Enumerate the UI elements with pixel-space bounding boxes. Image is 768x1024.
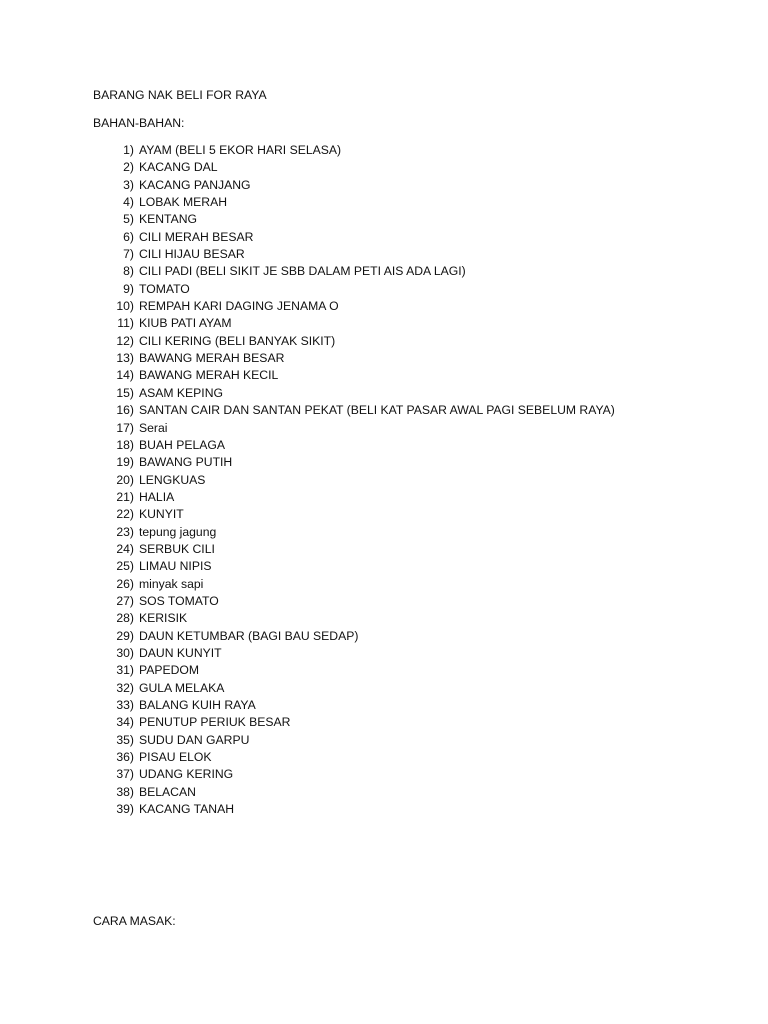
list-item: [0, 732, 768, 749]
list-item-text: BELACAN: [139, 784, 196, 799]
list-item: [0, 576, 768, 593]
list-item: [0, 159, 768, 176]
list-item: [0, 801, 768, 818]
list-item-number: 12): [116, 333, 134, 348]
list-item-text: CILI HIJAU BESAR: [139, 247, 245, 262]
list-item-text: DAUN KUNYIT: [139, 645, 222, 660]
list-item-number: 32): [116, 680, 134, 695]
list-item: [0, 437, 768, 454]
list-item-text: GULA MELAKA: [139, 680, 225, 695]
list-item: [0, 714, 768, 731]
list-item-text: CILI KERING (BELI BANYAK SIKIT): [139, 333, 336, 348]
list-item-text: ASAM KEPING: [139, 385, 223, 400]
list-item-text: PISAU ELOK: [139, 750, 212, 765]
list-item-text: BALANG KUIH RAYA: [139, 698, 256, 712]
list-item-number: 33): [116, 698, 134, 712]
list-item: [0, 281, 768, 298]
list-item: [0, 385, 768, 402]
list-item-text: AYAM (BELI 5 EKOR HARI SELASA): [139, 143, 342, 157]
list-item-number: 24): [116, 541, 134, 556]
list-item-text: KACANG DAL: [139, 160, 218, 175]
list-item-number: 8): [123, 264, 134, 279]
list-item: [0, 263, 768, 280]
list-item-text: SERBUK CILI: [139, 541, 215, 556]
list-item-text: KACANG PANJANG: [139, 177, 251, 192]
list-item-text: BAWANG PUTIH: [139, 455, 233, 470]
list-item: [0, 662, 768, 679]
list-item: [0, 610, 768, 627]
list-item-text: HALIA: [139, 489, 175, 504]
list-item-number: 28): [116, 611, 134, 626]
list-item-text: CILI MERAH BESAR: [139, 229, 254, 244]
list-item-number: 3): [123, 177, 134, 192]
list-item: [0, 177, 768, 194]
list-item: [0, 506, 768, 523]
list-item-text: SUDU DAN GARPU: [139, 732, 250, 747]
list-item-number: 31): [116, 663, 134, 678]
list-item-number: 9): [123, 281, 134, 296]
list-item-number: 1): [123, 143, 134, 157]
list-item-number: 11): [117, 316, 134, 331]
list-item-text: KIUB PATI AYAM: [139, 316, 232, 331]
list-item-number: 4): [123, 195, 134, 210]
list-item-number: 36): [116, 750, 134, 765]
list-item-text: BAWANG MERAH BESAR: [139, 351, 285, 366]
list-item-text: LENGKUAS: [139, 472, 206, 487]
list-item: [0, 524, 768, 541]
list-item-number: 39): [116, 802, 134, 817]
list-item-text: KERISIK: [139, 611, 188, 626]
list-item-text: KACANG TANAH: [139, 802, 235, 817]
list-item: [0, 454, 768, 471]
list-item-text: LOBAK MERAH: [139, 195, 228, 210]
list-item-text: CILI PADI (BELI SIKIT JE SBB DALAM PETI AIS ADA LAGI): [139, 264, 466, 279]
list-item-number: 35): [116, 732, 134, 747]
list-item: [0, 194, 768, 211]
list-item-text: Serai: [139, 420, 168, 435]
list-item-number: 38): [116, 784, 134, 799]
list-item-number: 16): [116, 403, 134, 418]
list-item-text: BAWANG MERAH KECIL: [139, 368, 279, 383]
list-item-number: 29): [116, 628, 134, 643]
list-item-number: 25): [116, 559, 134, 574]
list-item: [0, 211, 768, 228]
list-item-number: 6): [123, 229, 134, 244]
list-item-text: REMPAH KARI DAGING JENAMA O: [139, 299, 339, 314]
list-item: [0, 784, 768, 801]
document-title: BARANG NAK BELI FOR RAYA: [93, 88, 267, 102]
list-item: [0, 246, 768, 263]
list-item-text: LIMAU NIPIS: [139, 559, 212, 574]
list-item-text: PAPEDOM: [139, 663, 200, 678]
list-item-number: 19): [116, 455, 134, 470]
list-item: [0, 142, 768, 159]
list-item-number: 30): [116, 645, 134, 660]
list-item: [0, 645, 768, 662]
list-item: [0, 766, 768, 783]
list-item: [0, 420, 768, 437]
list-item-number: 5): [123, 212, 134, 227]
list-item: [0, 315, 768, 332]
list-item-number: 17): [116, 420, 134, 435]
list-item-text: TOMATO: [139, 281, 190, 296]
ingredients-heading: BAHAN-BAHAN:: [93, 116, 185, 130]
list-item-number: 21): [116, 489, 134, 504]
list-item-text: UDANG KERING: [139, 767, 234, 782]
list-item-text: SOS TOMATO: [139, 593, 219, 608]
list-item: [0, 367, 768, 384]
list-item-number: 14): [116, 368, 134, 383]
list-item: [0, 489, 768, 506]
list-item-number: 20): [116, 472, 134, 487]
list-item: [0, 680, 768, 697]
list-item-text: minyak sapi: [139, 576, 204, 591]
list-item: [0, 628, 768, 645]
list-item: [0, 593, 768, 610]
list-item-number: 34): [116, 715, 134, 730]
list-item: [0, 541, 768, 558]
list-item-number: 23): [116, 524, 134, 539]
list-item-number: 26): [116, 576, 134, 591]
list-item: [0, 697, 768, 714]
ingredient-list: [0, 142, 768, 818]
list-item-number: 22): [116, 507, 134, 522]
list-item-text: KENTANG: [139, 212, 198, 227]
list-item: [0, 472, 768, 489]
list-item-number: 10): [116, 299, 134, 314]
list-item-text: tepung jagung: [139, 524, 217, 539]
list-item-text: KUNYIT: [139, 507, 184, 522]
list-item: [0, 229, 768, 246]
list-item: [0, 749, 768, 766]
list-item: [0, 558, 768, 575]
list-item-number: 13): [116, 351, 134, 366]
list-item-number: 15): [116, 385, 134, 400]
list-item-text: BUAH PELAGA: [139, 437, 226, 452]
list-item-text: SANTAN CAIR DAN SANTAN PEKAT (BELI KAT PASAR AWAL PAGI SEBELUM RAYA): [139, 403, 615, 418]
method-heading: CARA MASAK:: [93, 914, 176, 928]
list-item: [0, 333, 768, 350]
list-item-number: 27): [116, 593, 134, 608]
list-item-number: 2): [123, 160, 134, 175]
list-item: [0, 402, 768, 419]
list-item-number: 18): [116, 437, 134, 452]
list-item: [0, 350, 768, 367]
list-item-number: 37): [116, 767, 134, 782]
list-item-text: PENUTUP PERIUK BESAR: [139, 715, 291, 730]
list-item-number: 7): [123, 247, 134, 262]
list-item-text: DAUN KETUMBAR (BAGI BAU SEDAP): [139, 628, 359, 643]
list-item: [0, 298, 768, 315]
